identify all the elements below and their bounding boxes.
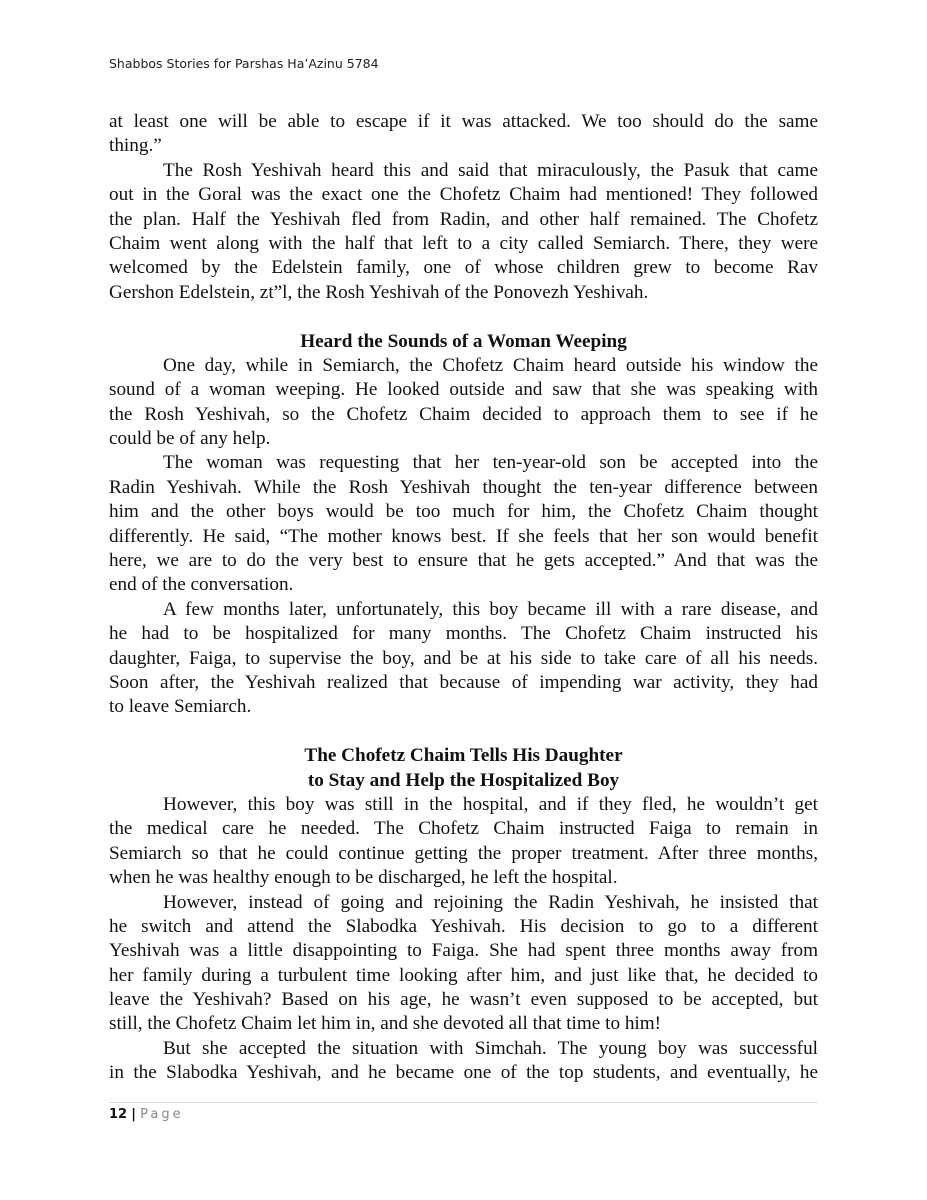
paragraph-line: out in the Goral was the exact one the Chofetz Chaim had mentioned! They followed: [109, 184, 818, 206]
paragraph-line: daughter, Faiga, to supervise the boy, and be at his side to take care of all his needs.: [109, 647, 818, 669]
paragraph-line: here, we are to do the very best to ensure that he gets accepted.” And that was the: [109, 550, 818, 572]
paragraph-line: But she accepted the situation with Simchah. The young boy was successful: [163, 1037, 818, 1059]
paragraph-line: him and the other boys would be too much for him, the Chofetz Chaim thought: [109, 501, 818, 523]
paragraph-line: A few months later, unfortunately, this boy became ill with a rare disease, and: [163, 598, 818, 620]
paragraph-line: differently. He said, “The mother knows best. If she feels that her son would benefit: [109, 525, 818, 547]
paragraph-line: Yeshivah was a little disappointing to Faiga. She had spent three months away from: [109, 940, 818, 962]
running-header: Shabbos Stories for Parshas Ha’Azinu 5784: [109, 56, 379, 71]
page-number: 12: [109, 1107, 128, 1122]
paragraph-line: the Rosh Yeshivah, so the Chofetz Chaim decided to approach them to see if he: [109, 403, 818, 425]
paragraph-line: leave the Yeshivah? Based on his age, he wasn’t even supposed to be accepted, but: [109, 989, 818, 1011]
page-label: Page: [140, 1107, 184, 1122]
paragraph-line: still, the Chofetz Chaim let him in, and she devoted all that time to him!: [109, 1013, 662, 1035]
paragraph-line: in the Slabodka Yeshivah, and he became one of the top students, and eventually, he: [109, 1062, 818, 1084]
paragraph-line: However, this boy was still in the hospital, and if they fled, he wouldn’t get: [163, 793, 818, 815]
paragraph-line: the plan. Half the Yeshivah fled from Radin, and other half remained. The Chofetz: [109, 208, 818, 230]
footer-separator: |: [131, 1107, 136, 1122]
paragraph-line: One day, while in Semiarch, the Chofetz Chaim heard outside his window the: [163, 354, 818, 376]
section-heading: The Chofetz Chaim Tells His Daughter: [304, 745, 623, 767]
paragraph-line: Gershon Edelstein, zt”l, the Rosh Yeshivah of the Ponovezh Yeshivah.: [109, 281, 649, 303]
paragraph-line: The woman was requesting that her ten-year-old son be accepted into the: [163, 452, 818, 474]
paragraph-line: Soon after, the Yeshivah realized that because of impending war activity, they had: [109, 671, 818, 693]
paragraph-line: the medical care he needed. The Chofetz Chaim instructed Faiga to remain in: [109, 818, 818, 840]
paragraph-line: However, instead of going and rejoining the Radin Yeshivah, he insisted that: [163, 891, 818, 913]
paragraph-line: sound of a woman weeping. He looked outside and saw that she was speaking with: [109, 379, 818, 401]
paragraph-line: at least one will be able to escape if it was attacked. We too should do the same: [109, 111, 818, 132]
paragraph-line: when he was healthy enough to be discharged, he left the hospital.: [109, 867, 618, 889]
paragraph-line: end of the conversation.: [109, 574, 294, 596]
paragraph-line: her family during a turbulent time looking after him, and just like that, he decided to: [109, 964, 818, 986]
paragraph-line: welcomed by the Edelstein family, one of whose children grew to become Rav: [109, 257, 818, 279]
paragraph-line: thing.”: [109, 135, 162, 157]
page-body: [109, 110, 818, 1086]
paragraph-line: to leave Semiarch.: [109, 696, 252, 718]
section-heading: to Stay and Help the Hospitalized Boy: [307, 769, 620, 791]
paragraph-line: Semiarch so that he could continue getting the proper treatment. After three months,: [109, 842, 818, 864]
paragraph-line: Radin Yeshivah. While the Rosh Yeshivah thought the ten-year difference between: [109, 476, 818, 498]
paragraph-line: The Rosh Yeshivah heard this and said that miraculously, the Pasuk that came: [163, 159, 818, 181]
paragraph-line: he switch and attend the Slabodka Yeshivah. His decision to go to a different: [109, 915, 818, 937]
paragraph-line: he had to be hospitalized for many months. The Chofetz Chaim instructed his: [109, 623, 818, 645]
blank-line: [109, 305, 818, 329]
footer-divider: [109, 1102, 818, 1103]
page-footer: [109, 1107, 184, 1122]
paragraph-line: Chaim went along with the half that left to a city called Semiarch. There, they were: [109, 232, 818, 254]
section-heading: Heard the Sounds of a Woman Weeping: [300, 330, 627, 352]
paragraph-line: could be of any help.: [109, 428, 271, 450]
blank-line: [109, 720, 818, 744]
